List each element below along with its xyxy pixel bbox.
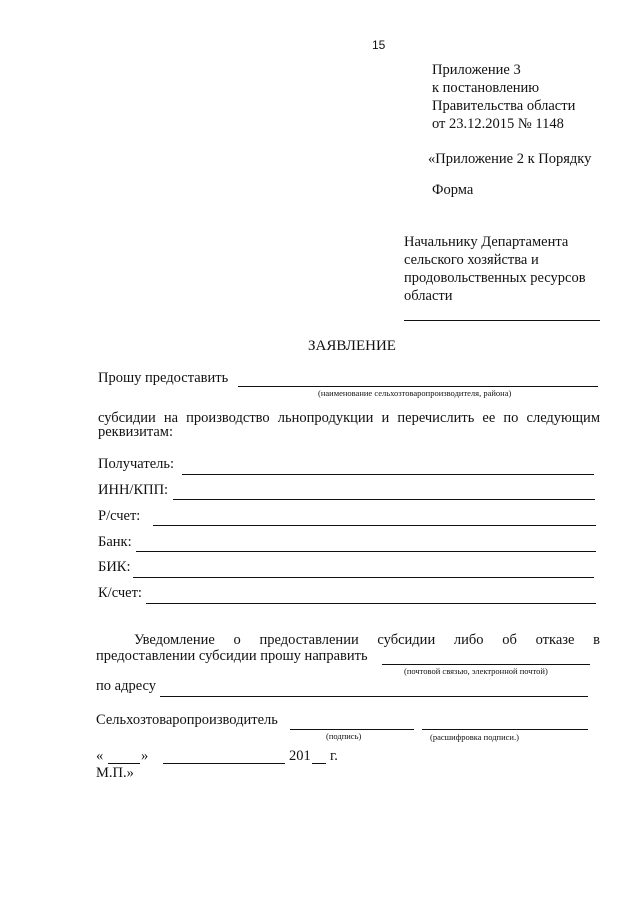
inn-kpp-line[interactable] bbox=[173, 499, 595, 500]
request-label: Прошу предоставить bbox=[98, 370, 229, 386]
addressee-line-3: продовольственных ресурсов bbox=[404, 270, 586, 286]
corr-account-label: К/счет: bbox=[98, 585, 142, 601]
addressee-line-1: Начальнику Департамента bbox=[404, 234, 569, 250]
address-line[interactable] bbox=[160, 696, 588, 697]
appendix-line-3: Правительства области bbox=[432, 98, 576, 114]
delivery-method-line[interactable] bbox=[382, 664, 590, 665]
bank-line[interactable] bbox=[136, 551, 596, 552]
request-text-line-2: реквизитам: bbox=[98, 424, 173, 440]
signature-name-hint: (расшифровка подписи.) bbox=[430, 732, 519, 742]
signature-hint: (подпись) bbox=[326, 731, 362, 741]
addressee-line-4: области bbox=[404, 288, 453, 304]
delivery-method-hint: (почтовой связью, электронной почтой) bbox=[404, 666, 548, 676]
date-day-line[interactable] bbox=[108, 763, 140, 764]
date-open-quote: « bbox=[96, 748, 104, 764]
bik-label: БИК: bbox=[98, 559, 131, 575]
appendix-line-1: Приложение 3 bbox=[432, 62, 521, 78]
signature-line[interactable] bbox=[290, 729, 414, 730]
producer-signature-label: Сельхозтоваропроизводитель bbox=[96, 712, 278, 728]
inn-kpp-label: ИНН/КПП: bbox=[98, 482, 169, 498]
address-label: по адресу bbox=[96, 678, 156, 694]
addressee-name-line[interactable] bbox=[404, 320, 600, 321]
date-month-line[interactable] bbox=[163, 763, 285, 764]
date-year-suffix: г. bbox=[330, 748, 338, 764]
signature-name-line[interactable] bbox=[422, 729, 588, 730]
form-label: Форма bbox=[432, 182, 474, 198]
document-title: ЗАЯВЛЕНИЕ bbox=[308, 338, 396, 354]
bank-label: Банк: bbox=[98, 534, 132, 550]
appendix-line-4: от 23.12.2015 № 1148 bbox=[432, 116, 564, 132]
appendix-line-5: «Приложение 2 к Порядку bbox=[428, 151, 592, 167]
recipient-label: Получатель: bbox=[98, 456, 175, 472]
date-year-line[interactable] bbox=[312, 763, 326, 764]
appendix-line-2: к постановлению bbox=[432, 80, 540, 96]
notice-text-line-1: Уведомление о предоставлении субсидии либо об отказе в bbox=[134, 632, 600, 648]
request-text-line-1: субсидии на производство льнопродукции и перечислить ее по следующим bbox=[98, 410, 600, 426]
recipient-line[interactable] bbox=[182, 474, 594, 475]
producer-name-hint: (наименование сельхозтоваропроизводителя, района) bbox=[318, 388, 512, 398]
date-year: 201 bbox=[289, 748, 311, 764]
account-label: Р/счет: bbox=[98, 508, 141, 524]
bik-line[interactable] bbox=[133, 577, 594, 578]
date-close-quote: » bbox=[141, 748, 149, 764]
producer-name-line[interactable] bbox=[238, 386, 598, 387]
page-number: 15 bbox=[372, 38, 386, 52]
stamp-label: М.П.» bbox=[96, 765, 134, 781]
corr-account-line[interactable] bbox=[146, 603, 596, 604]
notice-text-line-2: предоставлении субсидии прошу направить bbox=[96, 648, 368, 664]
account-line[interactable] bbox=[153, 525, 596, 526]
addressee-line-2: сельского хозяйства и bbox=[404, 252, 539, 268]
